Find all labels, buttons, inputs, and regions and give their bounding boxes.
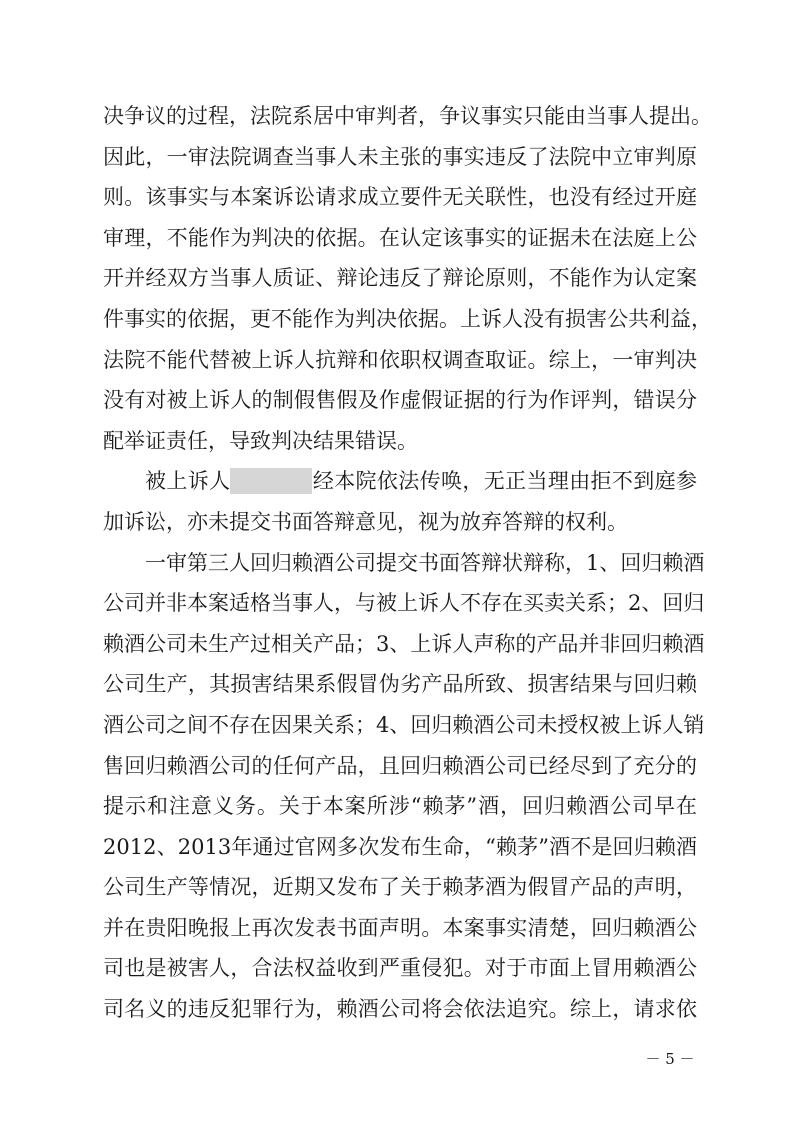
text-line: 则。该事实与本案诉讼请求成立要件无关联性，也没有经过开庭 xyxy=(103,185,697,210)
appellee-label: 被上诉人 xyxy=(145,469,231,494)
redacted-name-block xyxy=(230,468,312,494)
text-line: 售回归赖酒公司的任何产品，且回归赖酒公司已经尽到了充分的 xyxy=(103,753,697,778)
text-line: 审理，不能作为判决的依据。在认定该事实的证据未在法庭上公 xyxy=(103,225,697,250)
text-line: 酒公司之间不存在因果关系；4、回归赖酒公司未授权被上诉人销 xyxy=(103,712,705,737)
text-line: 2012、2013年通过官网多次发布生命，“赖茅”酒不是回归赖酒 xyxy=(103,834,697,859)
text-line-with-redaction xyxy=(103,461,697,502)
text-line: 没有对被上诉人的制假售假及作虚假证据的行为作评判，错误分 xyxy=(103,388,697,413)
text-line: 提示和注意义务。关于本案所涉“赖茅”酒，回归赖酒公司早在 xyxy=(103,794,697,819)
text-line: 决争议的过程，法院系居中审判者，争议事实只能由当事人提出。 xyxy=(103,104,712,128)
summons-text: 经本院依法传唤，无正当理由拒不到庭参 xyxy=(312,469,698,494)
text-line: 公司生产，其损害结果系假冒伪劣产品所致、损害结果与回归赖 xyxy=(103,672,697,697)
text-line: 配举证责任，导致判决结果错误。 xyxy=(103,428,418,453)
text-line: 司也是被害人，合法权益收到严重侵犯。对于市面上冒用赖酒公 xyxy=(103,956,697,981)
text-line: 加诉讼，亦未提交书面答辩意见，视为放弃答辩的权利。 xyxy=(103,509,628,534)
text-line: 并在贵阳晚报上再次发表书面声明。本案事实清楚，回归赖酒公 xyxy=(103,915,697,940)
text-line: 司名义的违反犯罪行为，赖酒公司将会依法追究。综上，请求依 xyxy=(103,997,697,1022)
text-line: 开并经双方当事人质证、辩论违反了辩论原则，不能作为认定案 xyxy=(103,266,697,291)
text-line: 赖酒公司未生产过相关产品；3、上诉人声称的产品并非回归赖酒 xyxy=(103,631,705,656)
text-line: 件事实的依据，更不能作为判决依据。上诉人没有损害公共利益， xyxy=(103,306,712,331)
text-line: 一审第三人回归赖酒公司提交书面答辩状辩称，1、回归赖酒 xyxy=(145,550,705,575)
text-line: 因此，一审法院调查当事人未主张的事实违反了法院中立审判原 xyxy=(103,144,697,169)
text-line: 公司并非本案适格当事人，与被上诉人不存在买卖关系；2、回归 xyxy=(103,591,705,616)
document-body xyxy=(103,96,712,1030)
page-number: － 5 － xyxy=(645,1050,695,1068)
text-line: 法院不能代替被上诉人抗辩和依职权调查取证。综上，一审判决 xyxy=(103,347,697,372)
text-line: 公司生产等情况，近期又发布了关于赖茅酒为假冒产品的声明， xyxy=(103,875,697,900)
